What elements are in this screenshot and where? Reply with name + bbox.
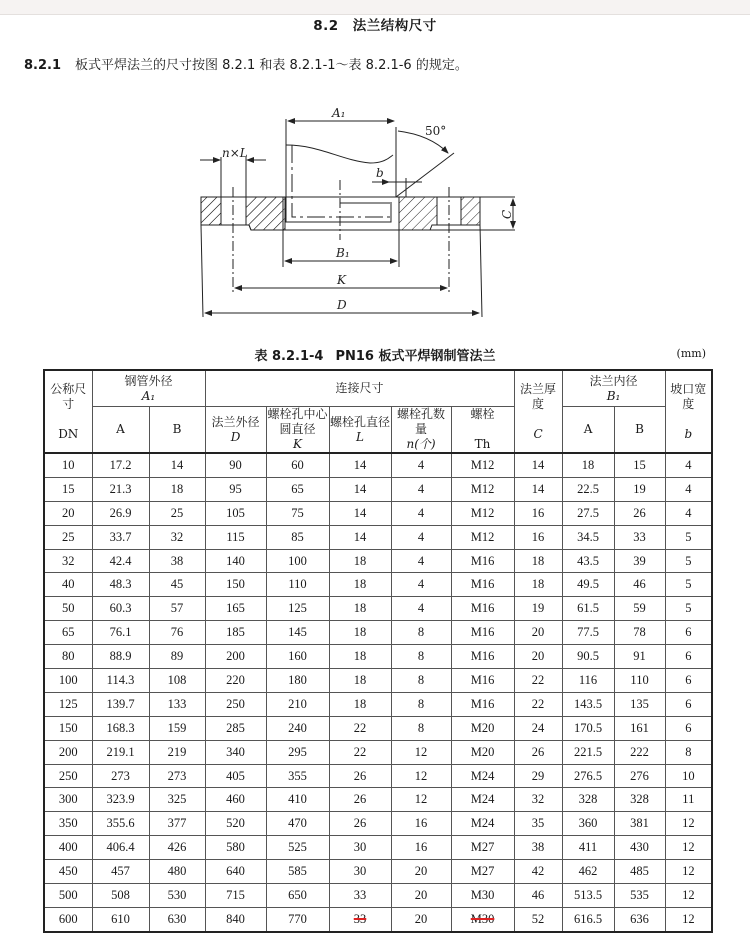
table-cell: 100 [44,669,92,693]
table-row [44,525,712,549]
table-cell: 140 [205,549,266,573]
table-cell: 840 [205,907,266,931]
table-cell: 125 [266,597,329,621]
table-cell: 22 [514,669,562,693]
table-cell: 65 [266,477,329,501]
table-cell: 4 [665,453,712,477]
table-cell: 33 [329,884,391,908]
header-inner-diameter-a: A [562,407,614,454]
table-cell: 580 [205,836,266,860]
table-cell: 530 [149,884,205,908]
table-cell: 38 [514,836,562,860]
table-cell: 221.5 [562,740,614,764]
table-cell: 114.3 [92,669,149,693]
table-cell: 8 [391,645,451,669]
table-cell: 360 [562,812,614,836]
table-cell: M12 [451,501,514,525]
table-cell: 33.7 [92,525,149,549]
table-cell: 480 [149,860,205,884]
section-heading [0,14,750,34]
table-cell: 14 [329,525,391,549]
table-cell: 8 [391,692,451,716]
table-cell: 95 [205,477,266,501]
table-cell: 715 [205,884,266,908]
header-flange-od: 法兰外径 D [205,407,266,454]
table-cell: 457 [92,860,149,884]
table-cell: 377 [149,812,205,836]
table-cell: 276.5 [562,764,614,788]
flange-cross-section-diagram [190,95,530,325]
table-row [44,669,712,693]
table-cell: 355 [266,764,329,788]
table-cell: 60 [266,453,329,477]
table-cell: 46 [614,573,665,597]
table-cell: 640 [205,860,266,884]
table-cell: 12 [665,907,712,931]
table-cell: M16 [451,621,514,645]
table-cell: M27 [451,860,514,884]
table-cell: 80 [44,645,92,669]
table-title: PN16 板式平焊钢制管法兰 [335,349,496,364]
table-cell: 12 [665,836,712,860]
table-cell: 16 [514,501,562,525]
table-cell: 381 [614,812,665,836]
table-row [44,788,712,812]
table-cell: 12 [391,788,451,812]
table-row [44,764,712,788]
table-cell: 323.9 [92,788,149,812]
table-cell: 18 [329,573,391,597]
header-inner-diameter-b: B [614,407,665,454]
table-cell: 585 [266,860,329,884]
table-cell: 535 [614,884,665,908]
table-cell: 18 [149,477,205,501]
table-cell: 4 [391,501,451,525]
table-cell: 328 [562,788,614,812]
section-number: 8.2 [313,18,339,34]
table-cell: M27 [451,836,514,860]
table-cell: 26.9 [92,501,149,525]
table-cell: 20 [391,884,451,908]
table-cell: 20 [391,860,451,884]
table-cell: 5 [665,525,712,549]
table-cell: 4 [391,549,451,573]
table-cell: 150 [44,716,92,740]
header-pipe-od-a: A [92,407,149,454]
table-cell: 26 [329,812,391,836]
table-cell: 60.3 [92,597,149,621]
table-cell: 32 [514,788,562,812]
table-cell: 14 [329,477,391,501]
table-cell: 25 [44,525,92,549]
table-cell: M12 [451,477,514,501]
table-cell: M16 [451,573,514,597]
table-cell: 4 [391,573,451,597]
section-title-text: 法兰结构尺寸 [352,18,437,34]
table-cell: 34.5 [562,525,614,549]
table-cell: 525 [266,836,329,860]
table-cell: 14 [149,453,205,477]
table-cell: 219.1 [92,740,149,764]
table-cell: 19 [514,597,562,621]
table-cell: 210 [266,692,329,716]
table-row [44,836,712,860]
table-cell: 20 [514,645,562,669]
table-row [44,645,712,669]
table-cell: 411 [562,836,614,860]
table-cell: 18 [514,549,562,573]
table-cell: 10 [665,764,712,788]
table-cell: 38 [149,549,205,573]
table-cell: 139.7 [92,692,149,716]
table-cell: 33 [329,907,391,931]
table-cell: 76.1 [92,621,149,645]
table-cell: 25 [149,501,205,525]
table-cell: 85 [266,525,329,549]
table-cell: M16 [451,692,514,716]
table-cell: 8 [665,740,712,764]
header-bolt-hole-diameter: 螺栓孔直径 L [329,407,391,454]
table-cell: 143.5 [562,692,614,716]
table-cell: 108 [149,669,205,693]
table-cell: 116 [562,669,614,693]
table-cell: M20 [451,716,514,740]
header-bevel-width: 坡口宽度 b [665,370,712,453]
table-cell: M30 [451,907,514,931]
table-cell: 19 [614,477,665,501]
table-cell: 22 [329,716,391,740]
table-cell: 405 [205,764,266,788]
table-cell: 17.2 [92,453,149,477]
table-cell: M12 [451,525,514,549]
table-cell: 12 [391,740,451,764]
table-cell: 12 [665,812,712,836]
table-cell: 168.3 [92,716,149,740]
table-cell: 15 [614,453,665,477]
table-cell: 355.6 [92,812,149,836]
table-cell: M20 [451,740,514,764]
table-cell: 5 [665,597,712,621]
table-cell: 18 [329,597,391,621]
table-cell: M16 [451,597,514,621]
table-cell: 200 [205,645,266,669]
table-cell: 65 [44,621,92,645]
table-cell: 18 [329,669,391,693]
table-cell: 35 [514,812,562,836]
table-cell: 150 [205,573,266,597]
table-cell: 14 [514,477,562,501]
table-cell: 8 [391,621,451,645]
table-cell: 61.5 [562,597,614,621]
table-cell: M12 [451,453,514,477]
table-cell: 33 [614,525,665,549]
label-angle: 50° [425,124,447,138]
table-cell: 12 [665,860,712,884]
table-cell: M16 [451,669,514,693]
table-cell: 350 [44,812,92,836]
table-cell: 40 [44,573,92,597]
table-cell: M16 [451,645,514,669]
viewer-top-bar [0,0,750,15]
table-cell: 135 [614,692,665,716]
table-cell: 18 [329,621,391,645]
table-cell: 508 [92,884,149,908]
table-row [44,907,712,931]
table-cell: 77.5 [562,621,614,645]
label-c: C [500,209,514,219]
table-cell: 90 [205,453,266,477]
table-cell: 88.9 [92,645,149,669]
table-cell: 20 [514,621,562,645]
table-row [44,740,712,764]
table-cell: 219 [149,740,205,764]
table-cell: 21.3 [92,477,149,501]
table-cell: 57 [149,597,205,621]
table-cell: 115 [205,525,266,549]
table-unit: (mm) [676,347,706,360]
table-cell: 78 [614,621,665,645]
table-cell: 180 [266,669,329,693]
table-cell: 250 [44,764,92,788]
table-cell: 14 [329,501,391,525]
header-thickness: 法兰厚度 C [514,370,562,453]
header-bolt-circle: 螺栓孔中心圆直径 K [267,407,328,451]
table-cell: 8 [391,716,451,740]
table-cell: 400 [44,836,92,860]
table-cell: 22.5 [562,477,614,501]
table-cell: 325 [149,788,205,812]
table-cell: 520 [205,812,266,836]
table-cell: 42 [514,860,562,884]
table-cell: 48.3 [92,573,149,597]
table-row [44,453,712,477]
table-cell: 110 [266,573,329,597]
table-cell: 500 [44,884,92,908]
table-cell: 22 [329,740,391,764]
table-cell: 160 [266,645,329,669]
table-cell: 110 [614,669,665,693]
table-row [44,501,712,525]
table-cell: 18 [514,573,562,597]
table-row [44,692,712,716]
table-cell: 161 [614,716,665,740]
header-nominal-size: 公称尺寸 DN [44,370,92,453]
table-cell: 30 [329,860,391,884]
table-cell: 6 [665,669,712,693]
table-cell: 485 [614,860,665,884]
table-cell: 12 [665,884,712,908]
table-cell: 15 [44,477,92,501]
table-cell: 300 [44,788,92,812]
table-cell: 240 [266,716,329,740]
table-cell: 100 [266,549,329,573]
table-cell: 105 [205,501,266,525]
table-cell: 12 [391,764,451,788]
table-cell: 273 [149,764,205,788]
table-cell: 650 [266,884,329,908]
table-cell: 32 [149,525,205,549]
clause-number: 8.2.1 [24,58,62,73]
table-row [44,549,712,573]
table-cell: 4 [391,597,451,621]
table-cell: 16 [391,836,451,860]
table-cell: 89 [149,645,205,669]
table-cell: 636 [614,907,665,931]
table-body [44,453,712,932]
table-cell: 630 [149,907,205,931]
label-b1: B₁ [336,246,350,260]
table-cell: 4 [391,453,451,477]
table-row [44,597,712,621]
table-cell: 22 [514,692,562,716]
table-cell: 18 [329,549,391,573]
table-cell: 18 [562,453,614,477]
table-cell: 46 [514,884,562,908]
table-cell: 610 [92,907,149,931]
table-cell: 145 [266,621,329,645]
header-pipe-od-b: B [149,407,205,454]
table-cell: 8 [391,669,451,693]
table-cell: 328 [614,788,665,812]
table-cell: 6 [665,692,712,716]
flange-dimension-table [43,369,713,933]
table-cell: 39 [614,549,665,573]
table-cell: 20 [44,501,92,525]
table-cell: 276 [614,764,665,788]
table-cell: 222 [614,740,665,764]
table-cell: 285 [205,716,266,740]
table-cell: 59 [614,597,665,621]
header-connection: 连接尺寸 [205,370,514,407]
table-cell: 462 [562,860,614,884]
table-cell: 29 [514,764,562,788]
table-cell: 430 [614,836,665,860]
table-cell: 450 [44,860,92,884]
table-cell: 273 [92,764,149,788]
table-cell: 159 [149,716,205,740]
table-cell: 170.5 [562,716,614,740]
label-k: K [337,273,346,287]
label-b: b [376,166,384,180]
table-cell: 6 [665,716,712,740]
label-d: D [337,298,347,312]
table-cell: 30 [329,836,391,860]
header-inner-diameter: 法兰内径 B₁ [562,370,665,407]
header-pipe-od: 钢管外径 A₁ [92,370,205,407]
table-cell: 32 [44,549,92,573]
table-cell: 4 [665,501,712,525]
table-cell: 6 [665,621,712,645]
table-cell: 26 [514,740,562,764]
table-row [44,860,712,884]
table-cell: 16 [514,525,562,549]
table-row [44,477,712,501]
table-cell: 406.4 [92,836,149,860]
table-cell: 20 [391,907,451,931]
table-cell: 45 [149,573,205,597]
table-cell: 426 [149,836,205,860]
table-cell: 250 [205,692,266,716]
table-cell: 6 [665,645,712,669]
table-cell: 185 [205,621,266,645]
table-cell: 200 [44,740,92,764]
table-cell: 26 [329,764,391,788]
table-cell: 616.5 [562,907,614,931]
table-cell: 14 [514,453,562,477]
table-cell: 14 [329,453,391,477]
table-cell: M24 [451,812,514,836]
table-cell: 50 [44,597,92,621]
table-cell: 18 [329,692,391,716]
clause-text: 板式平焊法兰的尺寸按图 8.2.1 和表 8.2.1-1～表 8.2.1-6 的规定。 [75,58,468,73]
table-cell: 4 [391,477,451,501]
table-cell: 133 [149,692,205,716]
table-cell: M24 [451,788,514,812]
table-cell: 26 [614,501,665,525]
table-cell: 5 [665,573,712,597]
table-caption [0,345,750,364]
table-row [44,621,712,645]
table-cell: 49.5 [562,573,614,597]
table-cell: 295 [266,740,329,764]
table-cell: 410 [266,788,329,812]
label-a1: A₁ [332,106,346,120]
header-bolt-hole-count: 螺栓孔数量 n(个) [391,407,451,454]
table-row [44,884,712,908]
table-cell: 470 [266,812,329,836]
table-cell: 770 [266,907,329,931]
clause-paragraph [24,54,468,73]
table-cell: 43.5 [562,549,614,573]
table-cell: 16 [391,812,451,836]
table-cell: 26 [329,788,391,812]
header-bolt: 螺栓 Th [451,407,514,454]
table-cell: 24 [514,716,562,740]
table-cell: 220 [205,669,266,693]
table-cell: 165 [205,597,266,621]
table-cell: 125 [44,692,92,716]
table-cell: 10 [44,453,92,477]
table-cell: 5 [665,549,712,573]
table-cell: 513.5 [562,884,614,908]
table-cell: 90.5 [562,645,614,669]
label-n-x-l: n×L [222,146,248,160]
table-cell: 91 [614,645,665,669]
table-cell: 340 [205,740,266,764]
table-cell: 4 [665,477,712,501]
table-cell: 42.4 [92,549,149,573]
table-cell: 11 [665,788,712,812]
table-cell: M30 [451,884,514,908]
table-cell: 4 [391,525,451,549]
table-cell: M16 [451,549,514,573]
table-number: 表 8.2.1-4 [254,349,324,364]
table-cell: M24 [451,764,514,788]
table-cell: 460 [205,788,266,812]
table-cell: 27.5 [562,501,614,525]
table-row [44,716,712,740]
table-row [44,812,712,836]
table-cell: 75 [266,501,329,525]
table-cell: 76 [149,621,205,645]
table-row [44,573,712,597]
table-cell: 600 [44,907,92,931]
table-cell: 18 [329,645,391,669]
table-cell: 52 [514,907,562,931]
